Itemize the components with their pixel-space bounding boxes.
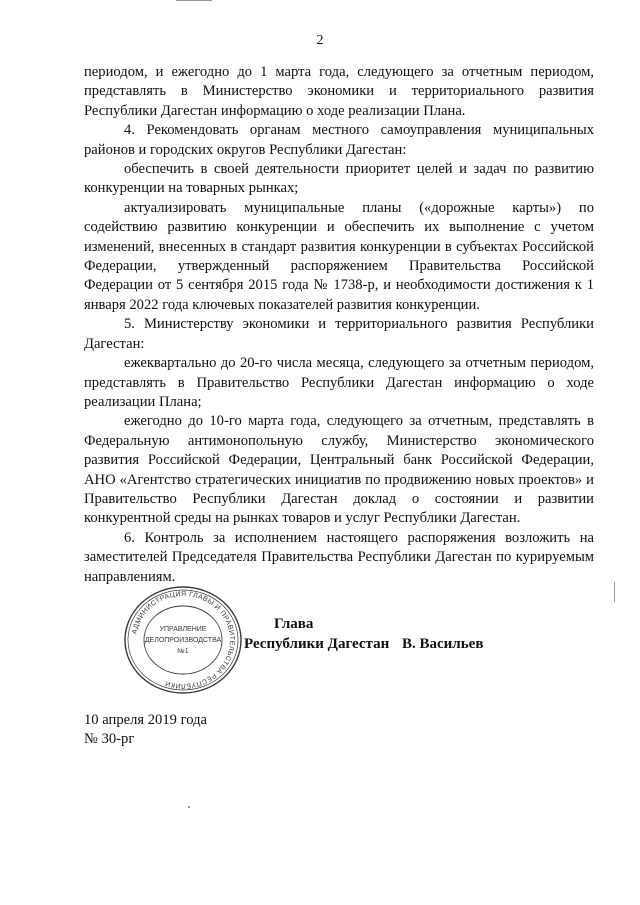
paragraph-item-4-a: обеспечить в своей деятельности приоритет целей и задач по развитию конкуренции на товарных рынках; bbox=[84, 161, 594, 197]
scan-mark-right bbox=[614, 582, 615, 602]
scan-mark-top bbox=[176, 0, 212, 1]
document-body bbox=[84, 63, 594, 587]
signature-name: В. Васильев bbox=[402, 636, 484, 652]
document-date: 10 апреля 2019 года bbox=[84, 712, 207, 728]
stamp-line1: УПРАВЛЕНИЕ bbox=[159, 626, 207, 633]
paragraph-item-5: 5. Министерству экономики и территориального развития Республики Дагестан: bbox=[84, 316, 594, 352]
paragraph-item-4: 4. Рекомендовать органам местного самоуправления муниципальных районов и городских округов Республики Дагестан: bbox=[84, 122, 594, 158]
official-stamp bbox=[120, 584, 246, 696]
paragraph-item-4-b: актуализировать муниципальные планы («дорожные карты») по содействию развитию конкуренции и обеспечить их выполнение с учетом изменений, внесенных в стандарт развития конкуренции в субъектах Российской Федерации, утвержденный распоряжением Правительства Российской Федерации от 5 сентября 2015 года № 1738-р, и необходимости достижения к 1 января 2022 года ключевых показателей развития конкуренции. bbox=[84, 199, 594, 313]
stamp-line2: ДЕЛОПРОИЗВОДСТВА bbox=[144, 637, 222, 644]
scan-mark-lower bbox=[188, 806, 190, 808]
paragraph-continuation: периодом, и ежегодно до 1 марта года, следующего за отчетным периодом, представлять в Министерство экономики и территориального развития Республики Дагестан информацию о ходе реализации Плана. bbox=[84, 64, 594, 119]
stamp-line3: №1 bbox=[177, 648, 189, 655]
paragraph-item-5-a: ежеквартально до 20-го числа месяца, следующего за отчетным периодом, представлять в Правительство Республики Дагестан информацию о ходе реализации Плана; bbox=[84, 355, 594, 410]
document-number: № 30-рг bbox=[84, 731, 135, 747]
signature-title-line2: Республики Дагестан bbox=[244, 636, 390, 652]
page-number: 2 bbox=[316, 33, 324, 48]
paragraph-item-5-b: ежегодно до 10-го марта года, следующего за отчетным, представлять в Федеральную антимонопольную службу, Министерство экономического развития Российской Федерации, Центральный банк Российской Федерации, АНО «Агентство стратегических инициатив по продвижению новых проектов» и Правительство Республики Дагестан доклад о состоянии и развитии конкурентной среды на рынках товаров и услуг Республики Дагестан. bbox=[84, 413, 594, 527]
paragraph-item-6: 6. Контроль за исполнением настоящего распоряжения возложить на заместителей Председателя Правительства Республики Дагестан по курируемым направлениям. bbox=[84, 529, 594, 585]
stamp-ring-text: АДМИНИСТРАЦИЯ ГЛАВЫ И ПРАВИТЕЛЬСТВА РЕСПУБЛИКИ bbox=[131, 590, 236, 690]
signature-title-line1: Глава bbox=[274, 616, 314, 632]
